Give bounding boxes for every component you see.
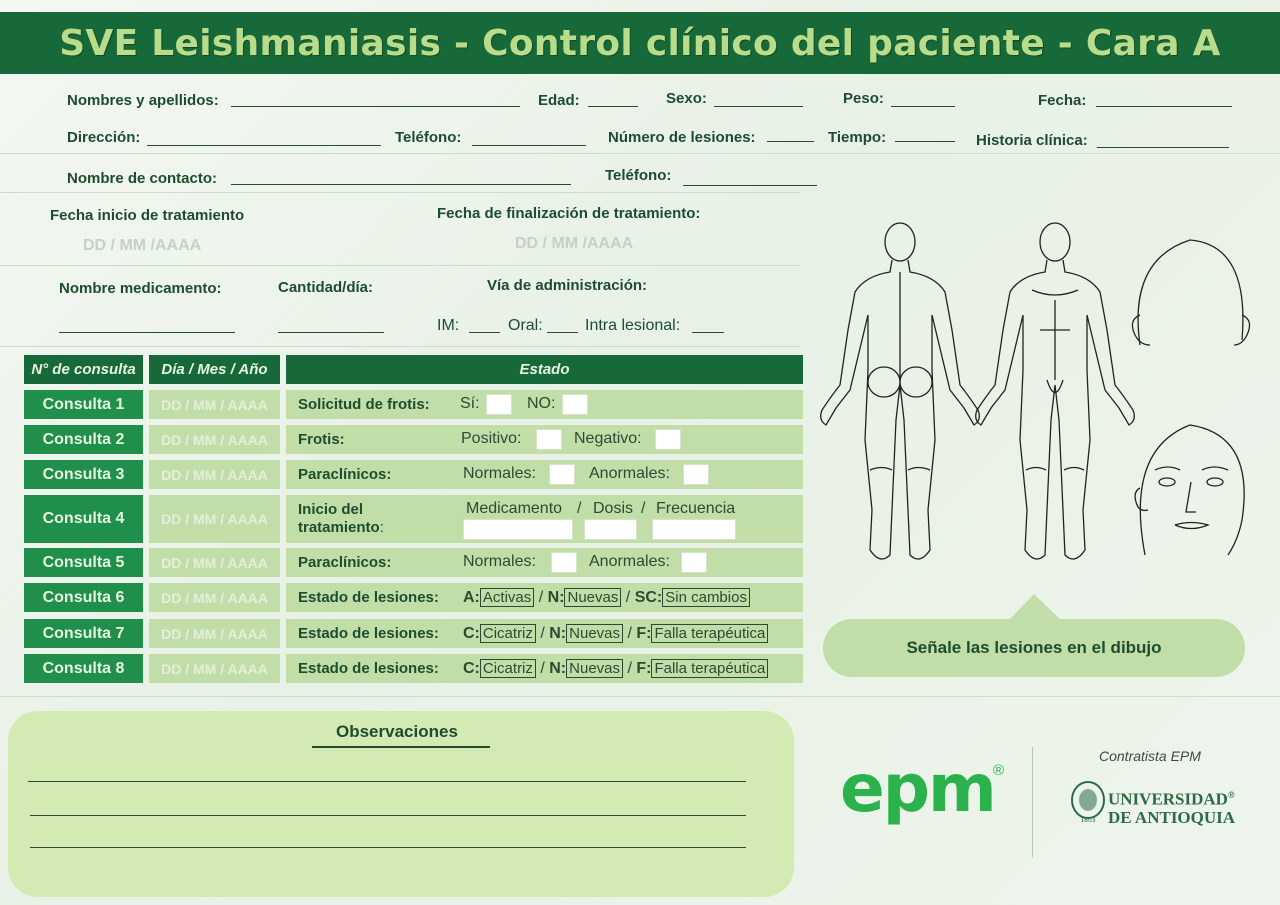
contractor-label: Contratista EPM	[1099, 748, 1201, 764]
history-field[interactable]	[1097, 147, 1229, 148]
names-field[interactable]	[231, 106, 520, 107]
option-sin-cambios[interactable]: Sin cambios	[662, 588, 750, 607]
option-activas[interactable]: Activas	[480, 588, 534, 607]
intra-field[interactable]	[692, 332, 724, 333]
consulta-1: Consulta 1	[24, 390, 143, 419]
option-falla[interactable]: Falla terapéutica	[651, 659, 768, 678]
date-2[interactable]: DD / MM / AAAA	[149, 425, 280, 454]
estado-label: Estado de lesiones:	[298, 660, 439, 677]
option-label: Normales:	[463, 553, 536, 570]
im-field[interactable]	[469, 332, 500, 333]
estado-label: Solicitud de frotis:	[298, 396, 430, 413]
consulta-7: Consulta 7	[24, 619, 143, 648]
body-back-figure	[821, 223, 980, 559]
phone-field[interactable]	[472, 145, 586, 146]
udea-line-1: UNIVERSIDAD®	[1108, 789, 1235, 809]
date-3[interactable]: DD / MM / AAAA	[149, 460, 280, 489]
date-1[interactable]: DD / MM / AAAA	[149, 390, 280, 419]
estado-label: Inicio del	[298, 501, 364, 518]
checkbox-negativo[interactable]	[655, 429, 681, 450]
phone-label: Teléfono:	[395, 129, 462, 146]
treatment-end-label: Fecha de finalización de tratamiento:	[437, 205, 701, 222]
option-nuevas[interactable]: Nuevas	[564, 588, 621, 607]
checkbox-normales[interactable]	[551, 552, 577, 573]
treatment-start-label: Fecha inicio de tratamiento	[50, 207, 245, 224]
estado-6	[286, 583, 803, 612]
treatment-start-date[interactable]: DD / MM /AAAA	[83, 237, 202, 254]
estado-label: Paraclínicos:	[298, 466, 392, 483]
estado-label: Estado de lesiones:	[298, 589, 439, 606]
route-label: Vía de administración:	[487, 277, 648, 294]
option-label: Anormales:	[589, 465, 670, 482]
option-label: Sí:	[460, 395, 480, 412]
header-estado: Estado	[286, 355, 803, 384]
callout-text: Señale las lesiones en el dibujo	[906, 638, 1162, 657]
time-field[interactable]	[895, 141, 955, 142]
consulta-2: Consulta 2	[24, 425, 143, 454]
epm-logo: epm	[840, 750, 995, 827]
observations-title-underline	[312, 746, 490, 748]
estado-7	[286, 619, 803, 648]
im-label: IM:	[437, 317, 460, 334]
frecuencia-header: Frecuencia	[656, 500, 736, 517]
date-field[interactable]	[1096, 106, 1232, 107]
checkbox-anormales[interactable]	[683, 464, 709, 485]
estado-3	[286, 460, 803, 489]
contact-field[interactable]	[231, 184, 571, 185]
date-6[interactable]: DD / MM / AAAA	[149, 583, 280, 612]
date-5[interactable]: DD / MM / AAAA	[149, 548, 280, 577]
history-label: Historia clínica:	[976, 132, 1088, 149]
head-front-figure	[1135, 425, 1244, 555]
time-label: Tiempo:	[828, 129, 887, 146]
consulta-8: Consulta 8	[24, 654, 143, 683]
checkbox-no[interactable]	[562, 394, 588, 415]
address-label: Dirección:	[67, 129, 141, 146]
observations-title: Observaciones	[336, 722, 458, 741]
medicamento-header: Medicamento	[466, 500, 563, 517]
estado-5	[286, 548, 803, 577]
option-cicatriz[interactable]: Cicatriz	[480, 624, 536, 643]
consulta-4: Consulta 4	[24, 495, 143, 543]
dosis-header: Dosis	[593, 500, 634, 517]
estado-label: Paraclínicos:	[298, 554, 392, 571]
lesions-field[interactable]	[767, 141, 814, 142]
form-title: SVE Leishmaniasis - Control clínico del paciente - Cara A	[59, 22, 1221, 64]
option-label: Normales:	[463, 465, 536, 482]
udea-seal-year: 1803	[1080, 817, 1096, 824]
medicamento-input[interactable]	[463, 519, 573, 540]
option-nuevas[interactable]: Nuevas	[566, 624, 623, 643]
title-bar	[0, 12, 1280, 74]
checkbox-anormales[interactable]	[681, 552, 707, 573]
oral-label: Oral:	[508, 317, 543, 334]
address-field[interactable]	[147, 145, 381, 146]
separator	[0, 265, 800, 266]
oral-field[interactable]	[547, 332, 578, 333]
weight-label: Peso:	[843, 90, 884, 107]
callout-pointer	[1008, 594, 1064, 622]
separator	[0, 346, 800, 347]
sex-field[interactable]	[714, 106, 803, 107]
estado-8	[286, 654, 803, 683]
body-diagram[interactable]	[810, 220, 1270, 580]
lesion-options: A: Activas / N: Nuevas / SC: Sin cambios	[463, 588, 750, 607]
weight-field[interactable]	[891, 106, 955, 107]
contact-phone-label: Teléfono:	[605, 167, 672, 184]
separator	[0, 192, 800, 193]
estado-label: tratamiento:	[298, 519, 384, 536]
option-cicatriz[interactable]: Cicatriz	[480, 659, 536, 678]
estado-label: Estado de lesiones:	[298, 625, 439, 642]
dosis-input[interactable]	[584, 519, 637, 540]
header-fecha: Día / Mes / Año	[149, 355, 280, 384]
age-field[interactable]	[588, 106, 638, 107]
frecuencia-input[interactable]	[652, 519, 736, 540]
checkbox-si[interactable]	[486, 394, 512, 415]
separator	[0, 696, 1280, 697]
intra-label: Intra lesional:	[585, 317, 681, 334]
option-label: NO:	[527, 395, 556, 412]
option-falla[interactable]: Falla terapéutica	[651, 624, 768, 643]
slash: /	[641, 500, 646, 517]
age-label: Edad:	[538, 92, 580, 109]
quantity-label: Cantidad/día:	[278, 279, 374, 296]
body-front-figure	[976, 223, 1135, 559]
header-consulta: N° de consulta	[24, 355, 143, 384]
slash: /	[577, 500, 582, 517]
observation-line-1[interactable]	[28, 781, 746, 782]
logo-divider	[1032, 747, 1033, 857]
treatment-end-date[interactable]: DD / MM /AAAA	[515, 235, 634, 252]
option-label: Anormales:	[589, 553, 670, 570]
lesion-options: C: Cicatriz / N: Nuevas / F: Falla terapéutica	[463, 624, 768, 643]
observation-line-3[interactable]	[30, 847, 746, 848]
sex-label: Sexo:	[666, 90, 707, 107]
estado-2	[286, 425, 803, 454]
lesion-callout	[823, 619, 1245, 677]
contact-phone-field[interactable]	[683, 185, 817, 186]
date-label: Fecha:	[1038, 92, 1087, 109]
separator	[0, 153, 1280, 154]
estado-1	[286, 390, 803, 419]
date-8[interactable]: DD / MM / AAAA	[149, 654, 280, 683]
option-label: Negativo:	[574, 430, 642, 447]
names-label: Nombres y apellidos:	[67, 92, 219, 109]
estado-label: Frotis:	[298, 431, 345, 448]
option-label: Positivo:	[461, 430, 522, 447]
option-nuevas[interactable]: Nuevas	[566, 659, 623, 678]
udea-line-2: DE ANTIOQUIA	[1108, 807, 1236, 827]
checkbox-positivo[interactable]	[536, 429, 562, 450]
contact-label: Nombre de contacto:	[67, 170, 218, 187]
lesions-label: Número de lesiones:	[608, 129, 756, 146]
checkbox-normales[interactable]	[549, 464, 575, 485]
udea-seal-icon	[1070, 780, 1106, 824]
consulta-6: Consulta 6	[24, 583, 143, 612]
medication-label: Nombre medicamento:	[59, 280, 222, 297]
consulta-3: Consulta 3	[24, 460, 143, 489]
observation-line-2[interactable]	[30, 815, 746, 816]
medication-field[interactable]	[59, 332, 235, 333]
epm-registered: ®	[993, 762, 1005, 779]
udea-wordmark	[1108, 786, 1235, 827]
date-7[interactable]: DD / MM / AAAA	[149, 619, 280, 648]
quantity-field[interactable]	[278, 332, 384, 333]
lesion-options: C: Cicatriz / N: Nuevas / F: Falla terapéutica	[463, 659, 768, 678]
estado-4	[286, 495, 803, 543]
date-4[interactable]: DD / MM / AAAA	[149, 495, 280, 543]
head-back-figure	[1132, 240, 1249, 345]
consulta-5: Consulta 5	[24, 548, 143, 577]
